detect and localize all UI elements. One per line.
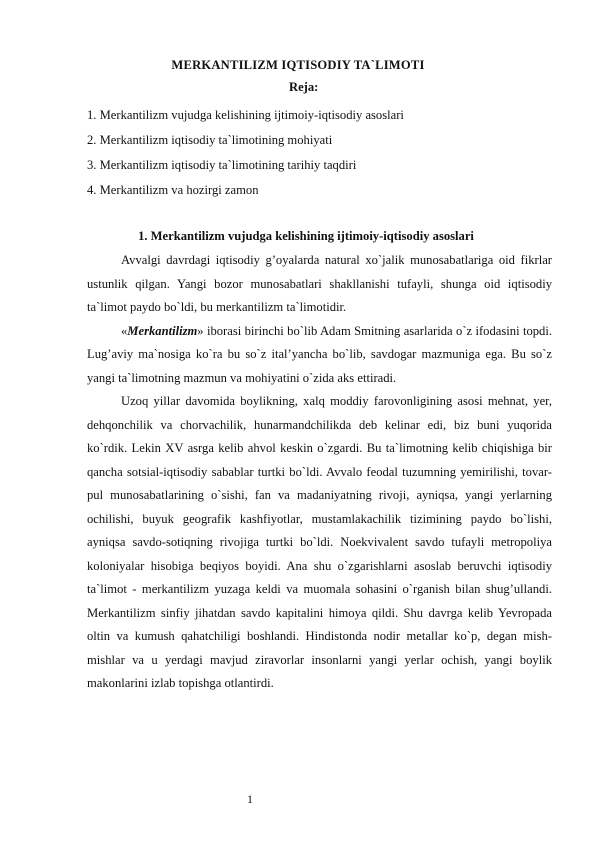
body-text	[87, 249, 552, 696]
merkantilizm-term: Merkantilizm	[127, 323, 198, 338]
page-number: 1	[247, 792, 253, 806]
plan-item: 3. Merkantilizm iqtisodiy ta`limotining tarihiy taqdiri	[87, 158, 357, 172]
paragraph-3: Uzoq yillar davomida boylikning, xalq moddiy farovonligining asosi mehnat, yer, dehqonchilik va chorvachilik, hunarmandchilikda deb kelinar edi, biz buni yuqorida ko`rdik. Lekin XV asrga kelib ahvol keskin o`zgardi. Bu ta`limotning kelib chiqishiga bir qancha sotsial-iqtisodiy sabablar turtki bo`ldi. Avvalo feodal tuzumning yemirilishi, tovar-pul munosabatlarining o`sishi, fan va madaniyatning rivoji, ayniqsa, yangi yerlarning ochilishi, buyuk geografik kashfiyotlar, mustamlakachilik tizimining paydo bo`lishi, ayniqsa savdo-sotiqning rivojiga turtki bo`ldi. Noekvivalent savdo tufayli metropoliya koloniyalar hisobiga beqiyos boyidi. Ana shu o`zgarishlarni asoslab beruvchi iqtisodiy ta`limot - merkantilizm yuzaga keldi va muomala sohasini o`rganish bilan shug’ullandi. Merkantilizm sinfiy jihatdan savdo kapitalini himoya qildi. Shu davrga kelib Yevropada oltin va kumush qahatchiligi boshlandi. Hindistonda nodir metallar ko`p, degan mish-mishlar va u yerdagi mavjud ziravorlar insonlarni yangi yerlar ochish, yangi boylik makonlarini izlab topishga otlantirdi.	[87, 394, 552, 690]
paragraph-2-text: » iborasi birinchi bo`lib Adam Smitning asarlarida o`z ifodasini topdi. Lug’aviy ma`nosiga ko`ra bu so`z ital’yancha bo`lib, savdogar mazmuniga ega. Bu so`z yangi ta`limotning mazmun va mohiyatini o`zida aks ettiradi.	[87, 323, 552, 385]
paragraph-1: Avvalgi davrdagi iqtisodiy g’oyalarda natural xo`jalik munosabatlariga oid fikrlar ustunlik qilgan. Yangi bozor munosabatlari shakllanishi tufayli, shunga oid iqtisodiy ta`limot paydo bo`ldi, bu merkantilizm ta`limotidir.	[87, 253, 552, 314]
open-quote: «	[121, 323, 128, 338]
plan-item: 4. Merkantilizm va hozirgi zamon	[87, 183, 259, 197]
plan-heading: Reja:	[289, 80, 319, 94]
section-heading: 1. Merkantilizm vujudga kelishining ijtimoiy-iqtisodiy asoslari	[138, 229, 474, 243]
paragraph-2	[87, 320, 552, 391]
plan-list	[87, 103, 404, 203]
document-title: MERKANTILIZM IQTISODIY TA`LIMOTI	[171, 58, 425, 72]
plan-item: 2. Merkantilizm iqtisodiy ta`limotining mohiyati	[87, 133, 333, 147]
plan-item: 1. Merkantilizm vujudga kelishining ijtimoiy-iqtisodiy asoslari	[87, 108, 404, 122]
